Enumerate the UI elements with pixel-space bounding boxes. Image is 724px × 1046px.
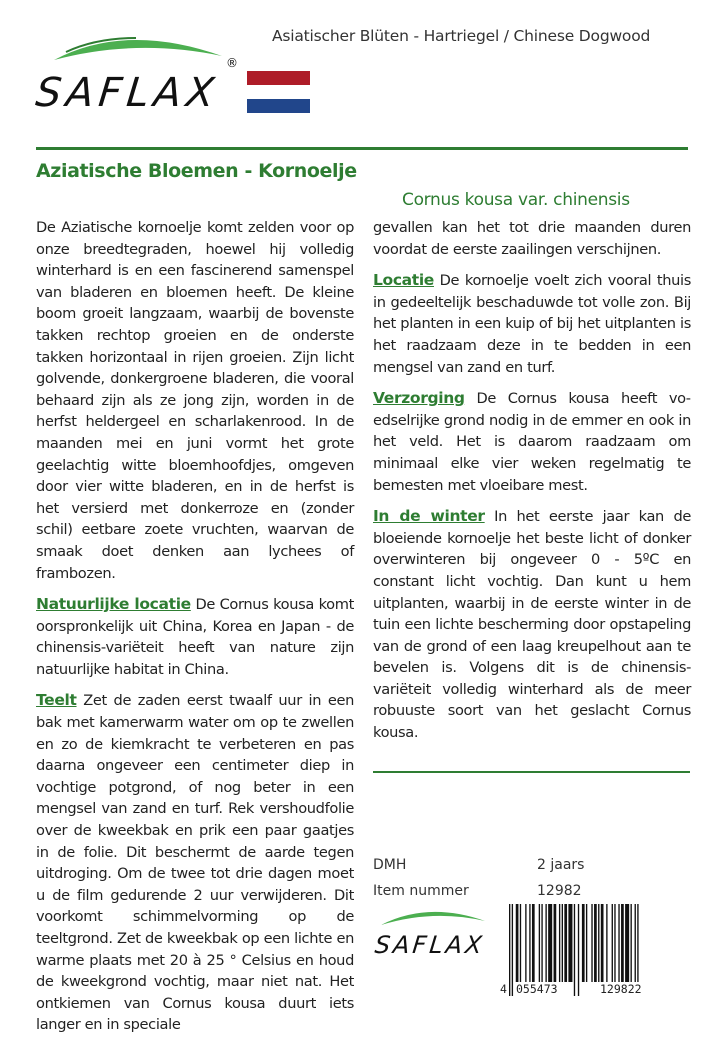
latin-name: Cornus kousa var. chinensis <box>402 190 630 210</box>
care-text: De Cornus kousa heeft voedselrijke grond nodig in de emmer en ook in het veld. Het is daarom raadzaam om minimaal elke vier weken regelmatig te bemesten met vloeibare mest. <box>373 390 691 494</box>
barcode-right-group: 129822 <box>600 982 642 996</box>
care-heading: Verzorging <box>373 389 465 408</box>
natural-location-heading: Natuurlijke locatie <box>36 595 191 614</box>
left-column <box>36 217 354 1046</box>
logo-leaf-arc-small-icon <box>373 903 493 933</box>
header-divider <box>36 147 688 150</box>
logo-small-text: SAFLAX <box>373 931 487 959</box>
care-paragraph <box>373 388 691 496</box>
location-text: De kornoelje voelt zich vooral thuis in gedeeltelijk beschaduwde tot volle zon. Bij het planten in een kuip of bij het uitplanten is het raadzaam deze in te bedden in een mengsel van zand en turf. <box>373 272 691 376</box>
dmh-label: DMH <box>373 857 407 873</box>
natural-location-text: De Cornus kousa komt oorspronkelijk uit China, Korea en Japan - de chinensis-variëteit heeft van nature zijn natuurlijke habitat in China. <box>36 596 354 678</box>
winter-heading: In de winter <box>373 507 485 526</box>
right-column <box>373 217 691 754</box>
item-number-label: Item nummer <box>373 883 469 899</box>
barcode-left-group: 055473 <box>516 982 558 996</box>
winter-text: In het eerste jaar kan de bloeiende kornoelje het beste licht of donker overwinteren bij ongeveer 0 - 5ºC en constant licht vochtig. Dan kunt u hem uitplanten, waarbij in de eerste winter in de tuin een lichte bescherming door opstapeling van de grond of een laag kreupelhout aan te bevelen is. Volgens dit is de chinensis-variëteit volledig winterhard als de meer robuuste soort van het geslacht Cornus kousa. <box>373 508 691 742</box>
dmh-value: 2 jaars <box>537 857 585 873</box>
footer-divider <box>373 771 690 773</box>
cultivation-heading: Teelt <box>36 691 77 710</box>
header-title: Asiatischer Blüten - Hartriegel / Chinese Dogwood <box>272 27 651 45</box>
item-number-value: 12982 <box>537 883 582 899</box>
barcode <box>499 904 691 998</box>
barcode-lead-digit: 4 <box>500 982 507 996</box>
location-heading: Locatie <box>373 271 434 290</box>
cultivation-text: Zet de zaden eerst twaalf uur in een bak met kamerwarm water om op te zwellen en zo de kiemkracht te verbeteren en pas daarna ongeveer een centimeter diep in vochtige potgrond, of nog beter in een mengsel van zand en turf. Rek vershoudfolie over de kweekbak en prik een paar gaatjes in de folie. Dit beschermt de aarde tegen uitdroging. Om de twee tot drie dagen moet u de film gedurende 2 uur verwijderen. Dit voorkomt schimmelvorming op de teeltgrond. Zet de kweekbak op een lichte en warme plaats met 20 à 25 ° Celsius en houd de kweekgrond vochtig, maar niet nat. Het ontkiemen van Cornus kousa duurt iets langer en in speciale <box>36 692 354 1034</box>
location-paragraph <box>373 270 691 378</box>
saflax-logo <box>33 30 246 130</box>
page-title: Aziatische Bloemen - Kornoelje <box>36 160 357 182</box>
dutch-flag-icon <box>247 71 310 113</box>
saflax-logo-small <box>373 903 493 967</box>
intro-paragraph: De Aziatische kornoelje komt zelden voor op onze breedtegraden, hoewel hij volledig winterhard is en een fascinerend samenspel van bladeren en bloemen heeft. De kleine boom groeit langzaam, waarbij de bovenste takken rechtop groeien en de onderste takken horizontaal in rijen groeien. Zijn licht golvende, donkergroene bladeren, die vooral behaard zijn als ze jong zijn, worden in de herfst heldergeel en scharlakenrood. In de maanden mei en juni vormt het grote geelachtig witte bloemhoofdjes, omgeven door vier witte bladeren, en in de herfst is het versierd met donkerroze en (zonder schil) eetbare zoete vruchten, waarvan de smaak doet denken aan lychees of frambozen. <box>36 219 354 582</box>
logo-text: SAFLAX <box>33 70 222 116</box>
winter-paragraph <box>373 506 691 744</box>
continuation-paragraph: gevallen kan het tot drie maanden duren voordat de eerste zaailingen verschijnen. <box>373 219 691 258</box>
cultivation-paragraph <box>36 690 354 1036</box>
registered-mark: ® <box>226 56 238 70</box>
natural-location-paragraph <box>36 594 354 680</box>
